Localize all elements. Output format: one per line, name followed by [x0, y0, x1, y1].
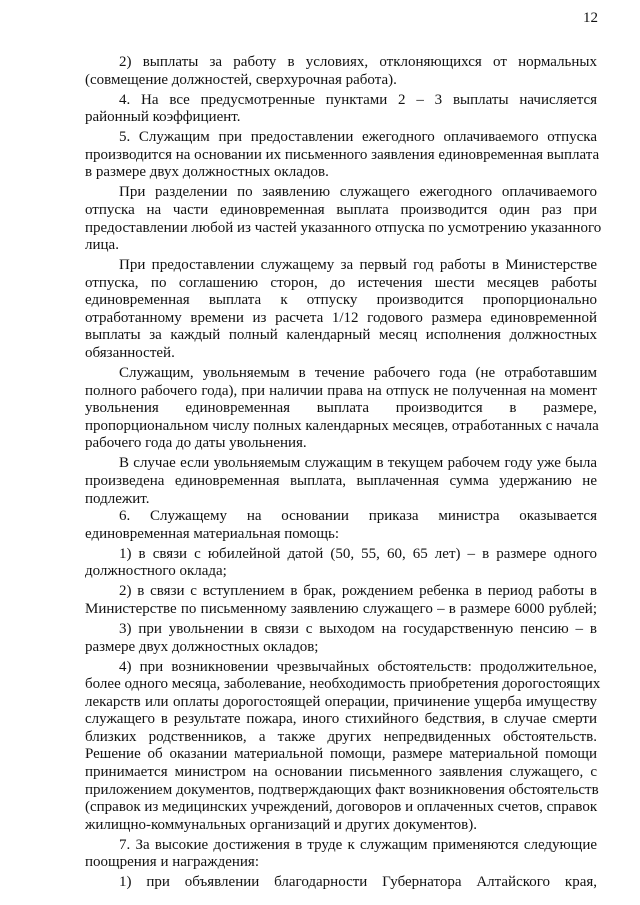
text-line: единовременная выплата к отпуску производится пропорционально: [85, 292, 597, 309]
text-line: произведена единовременная выплата, выплаченная сумма удержанию не: [85, 473, 597, 489]
document-body: [85, 54, 602, 892]
text-line: близких родственников, а также других непредвиденных обстоятельств.: [85, 728, 597, 745]
text-line: выплаты за каждый полный календарный месяц исполнения должностных: [85, 327, 597, 344]
text-line: поощрения и награждения:: [85, 854, 259, 871]
text-line: пропорциональном числу полных календарных месяцев, отработанных с начала: [85, 417, 599, 434]
text-line: лица.: [85, 237, 119, 254]
text-line: 4. На все предусмотренные пунктами 2 – 3 выплаты начисляется: [119, 91, 597, 108]
text-line: лекарств или оплаты дорогостоящей операции, причинение ущерба имуществу: [85, 693, 597, 710]
text-line: Служащим, увольняемым в течение рабочего года (не отработавшим: [119, 365, 597, 382]
text-line: единовременная материальная помощь:: [85, 525, 340, 542]
text-line: 1) в связи с юбилейной датой (50, 55, 60, 65 лет) – в размере одного: [119, 545, 597, 562]
text-line: 1) при объявлении благодарности Губернатора Алтайского края,: [119, 874, 597, 891]
text-line: (совмещение должностей, сверхурочная работа).: [85, 71, 397, 88]
text-line: подлежит.: [85, 490, 150, 507]
text-line: принимается министром на основании письменного заявления служащего, с: [85, 764, 597, 781]
text-line: жилищно-коммунальных организаций и других документов).: [85, 816, 477, 833]
text-line: районный коэффициент.: [85, 109, 241, 126]
text-line: При разделении по заявлению служащего ежегодного оплачиваемого: [119, 184, 597, 201]
text-line: отпуска на части единовременная выплата производится один раз при: [85, 201, 597, 218]
text-line: служащего в результате пожара, иного стихийного бедствия, в случае смерти: [85, 711, 597, 728]
text-line: отработанному времени из расчета 1/12 годового размера единовременной: [85, 309, 597, 326]
text-line: отпуска, по соглашению сторон, до истечения шести месяцев работы: [85, 274, 597, 291]
text-line: размере двух должностных окладов;: [85, 638, 319, 655]
text-line: приложением документов, подтверждающих факт возникновения обстоятельств: [85, 781, 599, 798]
text-line: производится на основании их письменного заявления единовременная выплата: [85, 146, 600, 163]
text-line: 4) при возникновении чрезвычайных обстоятельств: продолжительное,: [119, 658, 597, 675]
text-line: Министерстве по письменному заявлению служащего – в размере 6000 рублей;: [85, 600, 597, 617]
page-number: 12: [583, 10, 598, 26]
text-line: 3) при увольнении в связи с выходом на государственную пенсию – в: [119, 620, 597, 637]
text-line: предоставлении любой из частей указанного отпуска по усмотрению указанного: [85, 219, 602, 236]
text-line: полного рабочего года), при наличии права на отпуск не полученная на момент: [85, 382, 597, 399]
text-line: 2) в связи с вступлением в брак, рождением ребенка в период работы в: [119, 583, 597, 600]
text-line: (справок из медицинских учреждений, договоров и оплаченных счетов, справок: [85, 799, 598, 816]
text-line: При предоставлении служащему за первый год работы в Министерстве: [119, 257, 597, 274]
text-line: в размере двух должностных окладов.: [85, 164, 329, 181]
text-line: обязанностей.: [85, 345, 175, 362]
text-line: 7. За высокие достижения в труде к служащим применяются следующие: [119, 836, 597, 853]
text-line: 6. Служащему на основании приказа министра оказывается: [119, 508, 597, 525]
text-line: увольнения единовременная выплата производится в размере,: [85, 400, 597, 417]
text-line: 2) выплаты за работу в условиях, отклоняющихся от нормальных: [119, 54, 597, 70]
text-line: более одного месяца, заболевание, необходимость приобретения дорогостоящих: [85, 676, 601, 693]
text-line: должностного оклада;: [85, 563, 227, 580]
text-line: Решение об оказании материальной помощи, размере материальной помощи: [85, 746, 597, 763]
text-line: рабочего года до даты увольнения.: [85, 435, 307, 452]
text-line: 5. Служащим при предоставлении ежегодного оплачиваемого отпуска: [119, 129, 597, 146]
text-line: В случае если увольняемым служащим в текущем рабочем году уже была: [119, 455, 597, 472]
